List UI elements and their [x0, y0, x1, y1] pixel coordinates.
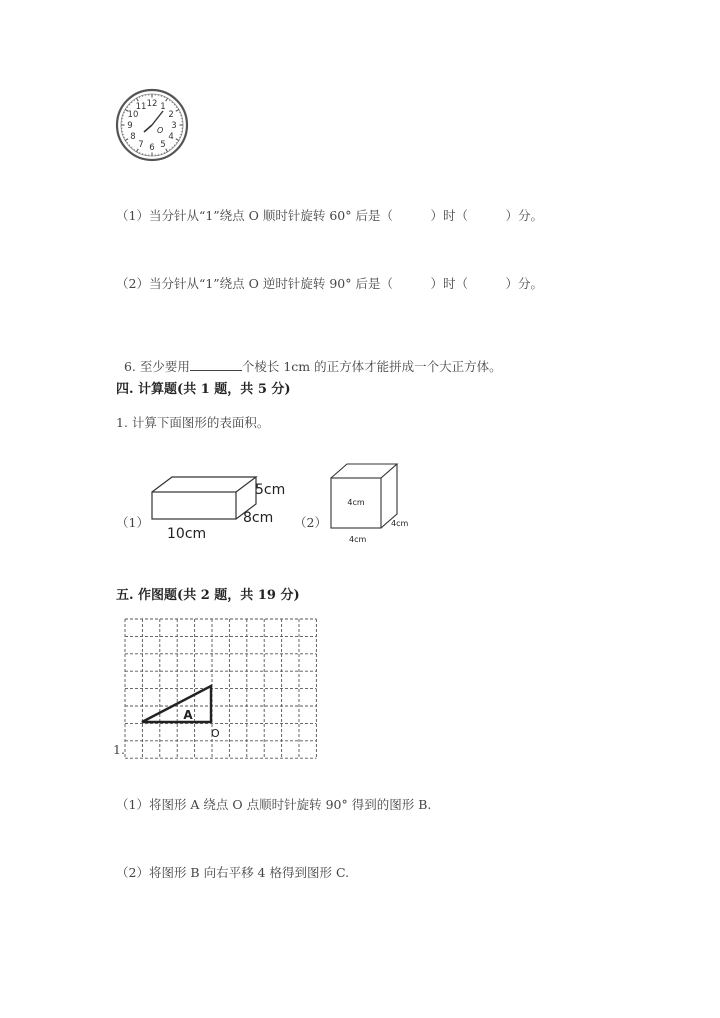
cube-front-label: 4cm	[347, 498, 365, 507]
clock-number: 2	[168, 110, 174, 120]
q5-sub1: （1）当分针从“1”绕点 O 顺时针旋转 60° 后是（ ）时（ ）分。	[116, 208, 543, 223]
cuboid-length-label: 10cm	[167, 526, 207, 542]
q6-prefix: 6. 至少要用	[123, 359, 190, 374]
section4-q1: 1. 计算下面图形的表面积。	[116, 415, 270, 430]
clock-figure	[113, 88, 193, 164]
clock-number: 10	[127, 110, 139, 120]
cuboid-height-label: 5cm	[255, 482, 286, 498]
cuboid-width-label: 8cm	[243, 510, 274, 526]
clock-number: 5	[160, 140, 166, 151]
clock-number: 8	[130, 132, 136, 142]
cuboid-top-face	[152, 477, 256, 492]
shape-a-label: A	[183, 708, 193, 722]
clock-number: 6	[149, 143, 155, 153]
section4-heading: 四. 计算题(共 1 题，共 5 分)	[116, 382, 291, 397]
clock-number: 1	[160, 101, 166, 112]
cuboid-figure	[145, 470, 320, 550]
fig2-label: （2）	[294, 515, 327, 530]
cube-figure	[325, 458, 420, 548]
dashed-grid	[125, 619, 316, 758]
fig1-label: （1）	[116, 515, 149, 530]
cube-top-face	[331, 464, 397, 478]
clock-number: 12	[146, 99, 158, 109]
section5-sub2: （2）将图形 B 向右平移 4 格得到图形 C.	[116, 865, 350, 880]
clock-number: 11	[135, 101, 147, 112]
clock-number: 7	[138, 140, 144, 151]
cube-side-label: 4cm	[391, 519, 409, 528]
clock-number: 4	[168, 132, 174, 142]
triangle-shape-a	[142, 686, 211, 722]
section5-q1-number: 1.	[113, 742, 125, 757]
section5-sub1: （1）将图形 A 绕点 O 点顺时针旋转 90° 得到的图形 B.	[116, 797, 432, 812]
q5-sub2: （2）当分针从“1”绕点 O 逆时针旋转 90° 后是（ ）时（ ）分。	[116, 276, 543, 291]
q6-suffix: 个棱长 1cm 的正方体才能拼成一个大正方体。	[241, 359, 502, 374]
point-o-label: O	[211, 727, 220, 740]
cube-bottom-label: 4cm	[349, 535, 367, 544]
clock-number: 9	[127, 121, 133, 131]
cuboid-front-face	[152, 492, 236, 519]
section5-heading: 五. 作图题(共 2 题，共 19 分)	[116, 588, 300, 603]
q6-question	[116, 342, 502, 375]
clock-number: 3	[171, 121, 177, 131]
q6-answer-blank[interactable]	[190, 359, 242, 371]
clock-center-label: O	[157, 126, 164, 135]
grid-figure	[120, 616, 338, 776]
